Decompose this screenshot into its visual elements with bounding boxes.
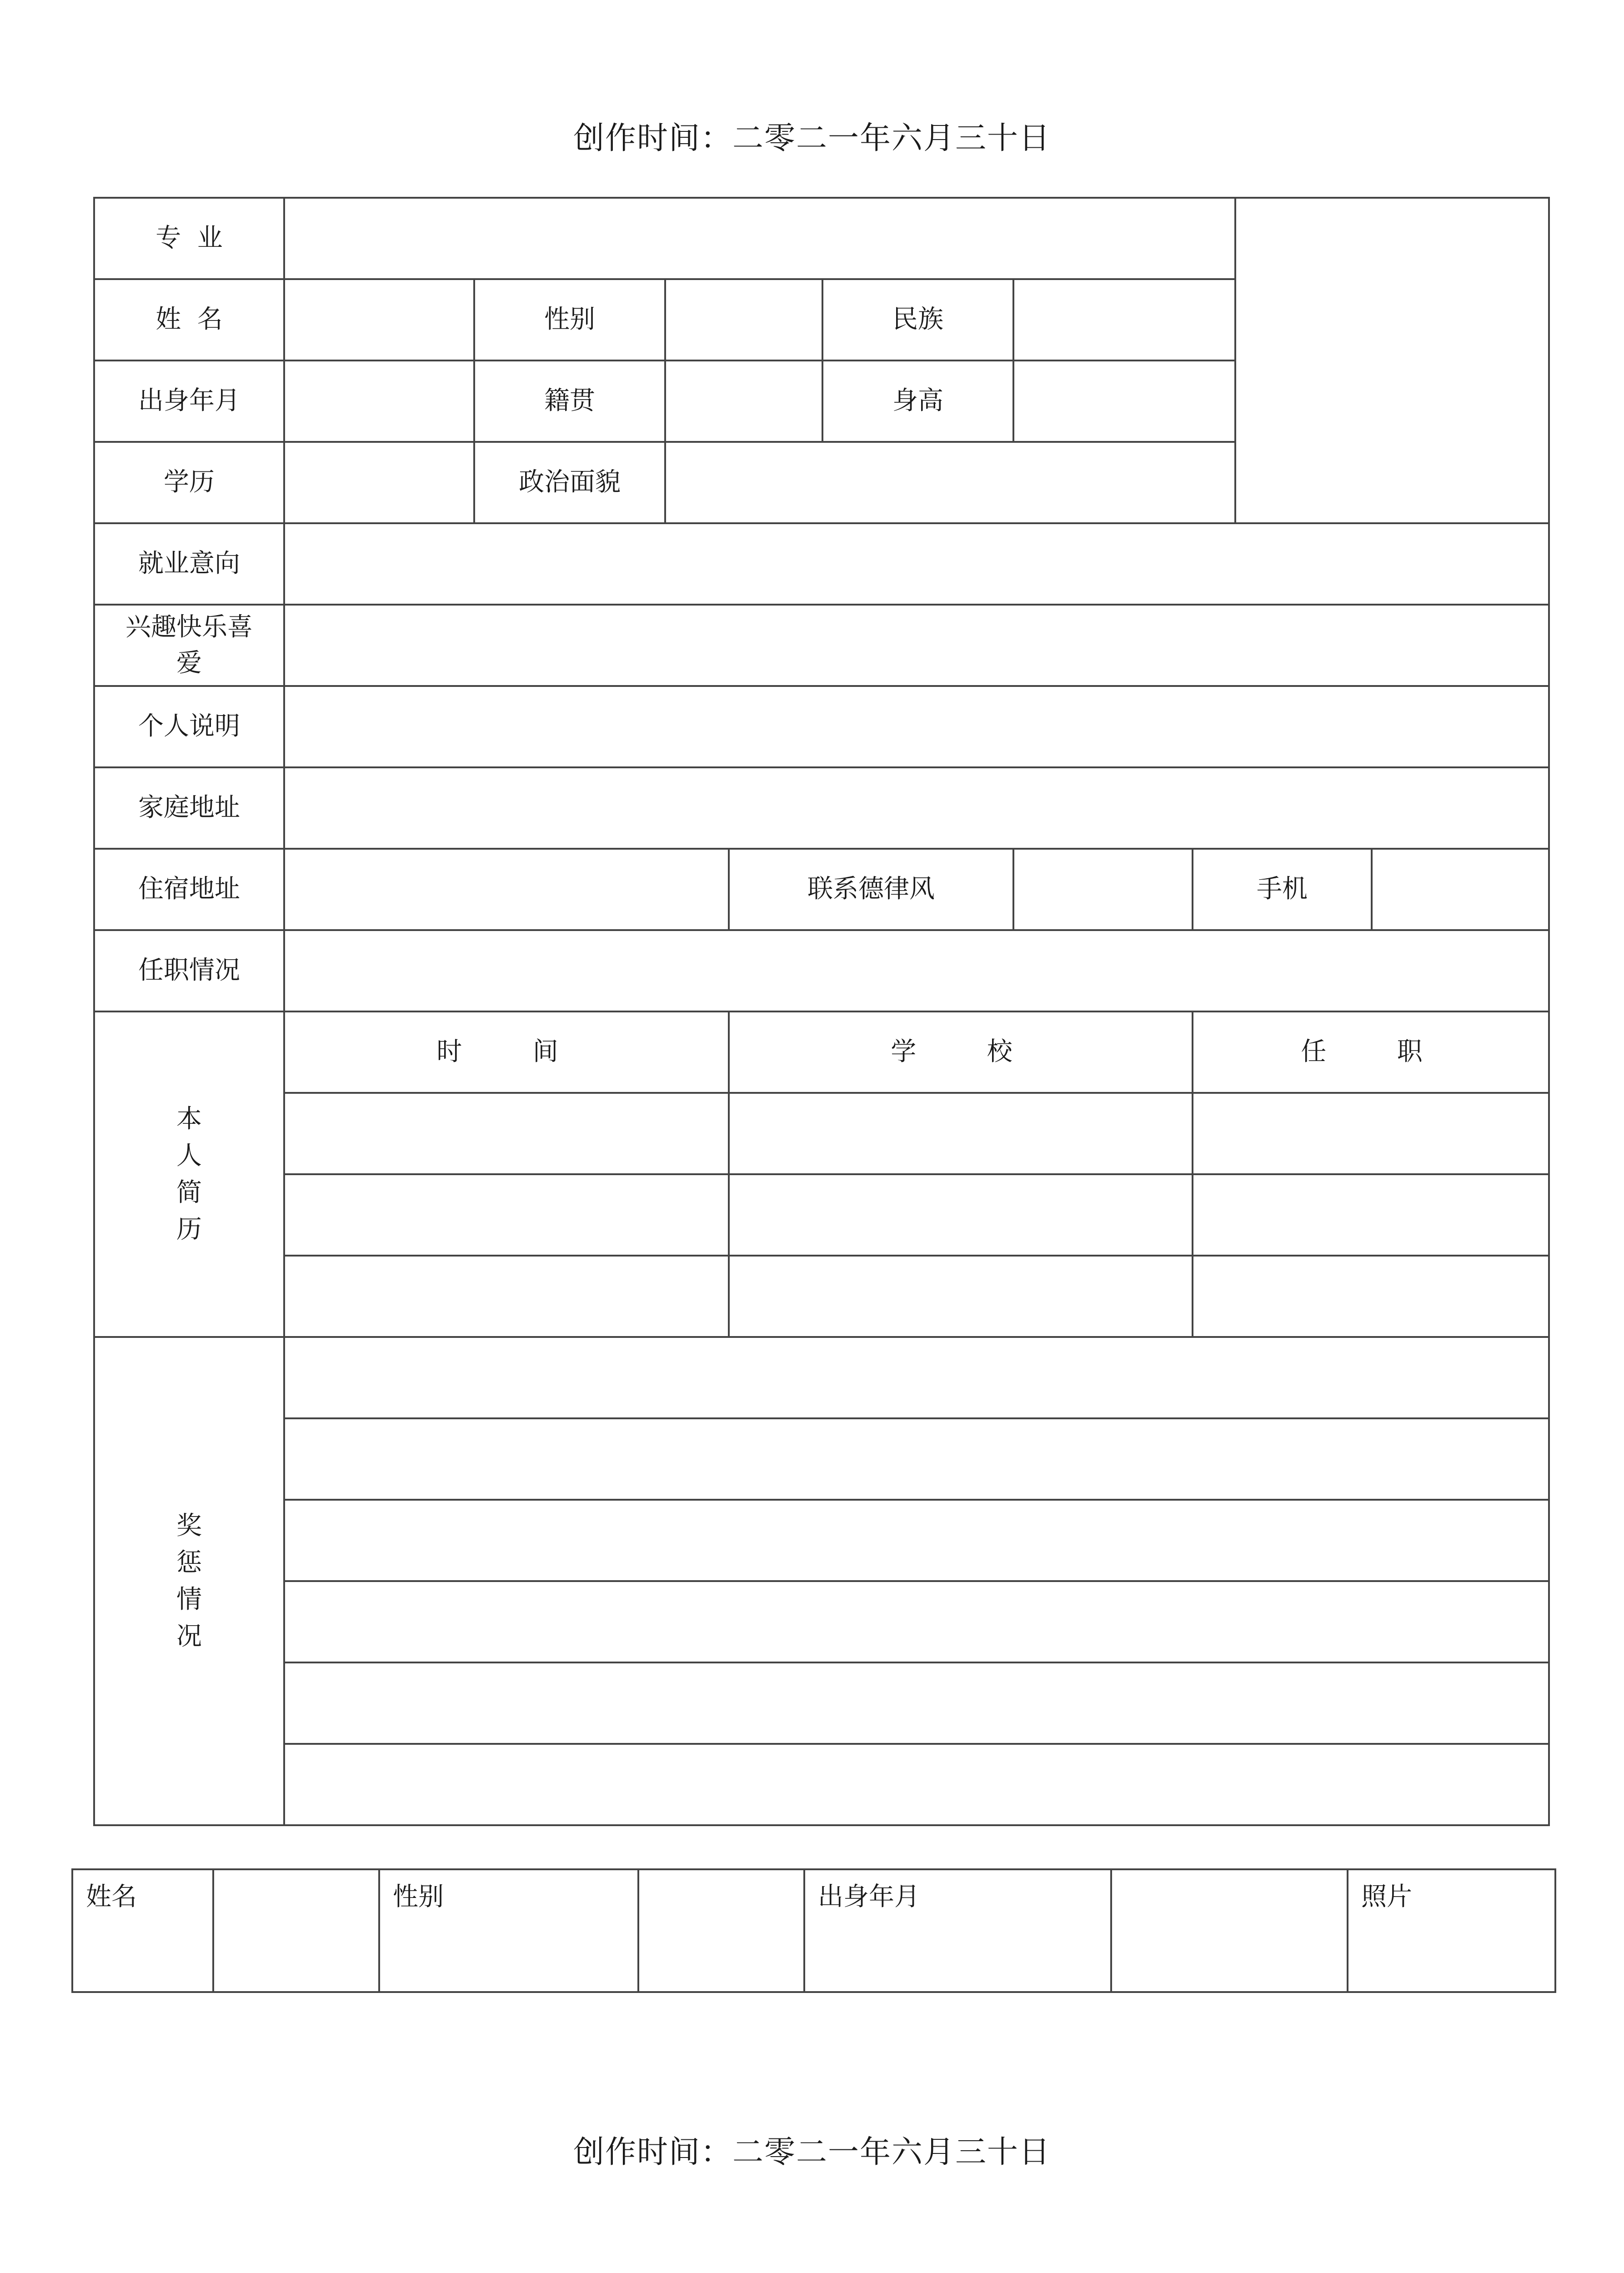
label-personal-statement: 个人说明 (94, 686, 284, 767)
resume-cell-position[interactable] (1193, 1256, 1549, 1337)
footer-creation-time: 创作时间：二零二一年六月三十日 (573, 2134, 1051, 2170)
field-employment-intention[interactable] (284, 523, 1549, 605)
mini-form-table (71, 1868, 1556, 1993)
awards-row[interactable] (284, 1500, 1549, 1581)
field-positions[interactable] (284, 930, 1549, 1011)
field-major[interactable] (284, 198, 1235, 279)
field-native-place[interactable] (665, 360, 822, 442)
awards-row[interactable] (284, 1418, 1549, 1500)
field-mobile[interactable] (1372, 849, 1549, 930)
label-ethnicity: 民族 (822, 279, 1013, 360)
mini-label-photo: 照片 (1348, 1869, 1555, 1992)
label-resume: 本人简历 (94, 1011, 284, 1337)
resume-cell-time[interactable] (284, 1093, 729, 1174)
awards-row[interactable] (284, 1662, 1549, 1744)
label-height: 身高 (822, 360, 1013, 442)
label-dorm-address: 住宿地址 (94, 849, 284, 930)
field-gender[interactable] (665, 279, 822, 360)
label-gender: 性别 (474, 279, 665, 360)
label-birth-date: 出身年月 (94, 360, 284, 442)
field-political-status[interactable] (665, 442, 1235, 523)
label-positions: 任职情况 (94, 930, 284, 1011)
resume-cell-time[interactable] (284, 1174, 729, 1256)
mini-field-name[interactable] (213, 1869, 379, 1992)
label-native-place: 籍贯 (474, 360, 665, 442)
resume-header-school: 学 校 (729, 1011, 1193, 1093)
field-education[interactable] (284, 442, 474, 523)
label-mobile: 手机 (1193, 849, 1372, 930)
resume-header-position: 任 职 (1193, 1011, 1549, 1093)
field-ethnicity[interactable] (1013, 279, 1235, 360)
field-home-address[interactable] (284, 767, 1549, 849)
mini-field-gender[interactable] (638, 1869, 804, 1992)
awards-row[interactable] (284, 1744, 1549, 1825)
mini-field-birth-date[interactable] (1111, 1869, 1348, 1992)
field-dorm-address[interactable] (284, 849, 729, 930)
photo-box[interactable] (1235, 198, 1549, 523)
field-hobbies[interactable] (284, 605, 1549, 686)
label-political-status: 政治面貌 (474, 442, 665, 523)
field-birth-date[interactable] (284, 360, 474, 442)
resume-header-time: 时 间 (284, 1011, 729, 1093)
label-name: 姓 名 (94, 279, 284, 360)
header-creation-time: 创作时间：二零二一年六月三十日 (573, 120, 1051, 156)
label-home-address: 家庭地址 (94, 767, 284, 849)
resume-cell-position[interactable] (1193, 1174, 1549, 1256)
resume-cell-school[interactable] (729, 1174, 1193, 1256)
label-contact: 联系德律风 (729, 849, 1013, 930)
field-personal-statement[interactable] (284, 686, 1549, 767)
resume-cell-school[interactable] (729, 1256, 1193, 1337)
mini-label-name: 姓名 (72, 1869, 213, 1992)
label-major: 专 业 (94, 198, 284, 279)
label-education: 学历 (94, 442, 284, 523)
awards-row[interactable] (284, 1581, 1549, 1662)
awards-row[interactable] (284, 1337, 1549, 1418)
mini-label-gender: 性别 (379, 1869, 638, 1992)
resume-cell-time[interactable] (284, 1256, 729, 1337)
field-name[interactable] (284, 279, 474, 360)
resume-cell-position[interactable] (1193, 1093, 1549, 1174)
field-contact[interactable] (1013, 849, 1193, 930)
field-height[interactable] (1013, 360, 1235, 442)
resume-form-table (93, 197, 1550, 1826)
mini-label-birth-date: 出身年月 (804, 1869, 1111, 1992)
label-employment-intention: 就业意向 (94, 523, 284, 605)
label-awards: 奖惩情况 (94, 1337, 284, 1825)
label-hobbies: 兴趣快乐喜爱 (94, 605, 284, 686)
resume-cell-school[interactable] (729, 1093, 1193, 1174)
